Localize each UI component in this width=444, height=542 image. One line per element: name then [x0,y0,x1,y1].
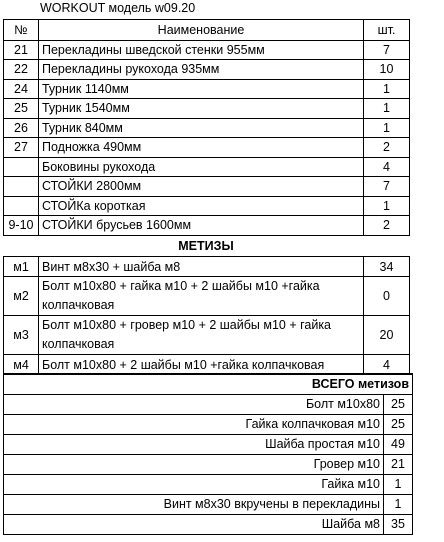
table-row [4,196,410,216]
total-qty: 25 [384,394,413,414]
table-row [4,316,410,355]
table-row [4,434,413,454]
total-name: Гайка колпачковая м10 [4,414,384,434]
table-row [4,394,413,414]
hardware-name: Болт м10х80 + гайка м10 + 2 шайбы м10 +гайка колпачковая [39,277,364,316]
part-name: Турник 840мм [39,118,364,138]
total-name: Шайба простая м10 [4,434,384,454]
part-name: Подножка 490мм [39,138,364,158]
part-number: 25 [4,99,39,119]
totals-heading: ВСЕГО метизов [4,374,413,394]
total-name: Гровер м10 [4,454,384,474]
part-number: 24 [4,79,39,99]
part-qty: 1 [364,99,410,119]
table-row [4,60,410,80]
part-name: Турник 1140мм [39,79,364,99]
header-name: Наименование [39,20,364,41]
hardware-heading: МЕТИЗЫ [178,239,234,253]
part-qty: 2 [364,138,410,158]
part-qty: 2 [364,216,410,236]
part-name: СТОЙКИ 2800мм [39,177,364,197]
table-header-row [4,20,410,41]
hardware-code: м4 [4,355,39,375]
table-row [4,474,413,494]
part-name: СТОЙКа короткая [39,196,364,216]
total-qty: 21 [384,454,413,474]
part-name: Перекладины шведской стенки 955мм [39,40,364,60]
part-qty: 10 [364,60,410,80]
total-qty: 1 [384,494,413,514]
hardware-name: Болт м10х80 + гровер м10 + 2 шайбы м10 + гайка колпачковая [39,316,364,355]
part-qty: 1 [364,79,410,99]
total-qty: 35 [384,514,413,534]
table-row [4,118,410,138]
table-row [4,79,410,99]
table-row [4,99,410,119]
hardware-table [3,256,410,375]
part-number [4,196,39,216]
parts-table [3,19,410,236]
hardware-name: Винт м8х30 + шайба м8 [39,257,364,277]
table-row [4,454,413,474]
total-qty: 49 [384,434,413,454]
part-qty: 1 [364,118,410,138]
hardware-code: м3 [4,316,39,355]
hardware-qty: 20 [364,316,410,355]
table-row [4,257,410,277]
part-name: СТОЙКИ брусьев 1600мм [39,216,364,236]
part-name: Боковины рукохода [39,157,364,177]
table-row [4,216,410,236]
table-row [4,414,413,434]
hardware-qty: 34 [364,257,410,277]
total-qty: 1 [384,474,413,494]
hardware-code: м2 [4,277,39,316]
table-row [4,494,413,514]
part-number: 21 [4,40,39,60]
table-row [4,138,410,158]
table-row [4,157,410,177]
part-qty: 4 [364,157,410,177]
table-row [4,355,410,375]
hardware-code: м1 [4,257,39,277]
part-qty: 7 [364,177,410,197]
part-number: 22 [4,60,39,80]
total-name: Шайба м8 [4,514,384,534]
part-number: 26 [4,118,39,138]
part-number [4,157,39,177]
hardware-qty: 4 [364,355,410,375]
header-qty: шт. [364,20,410,41]
total-qty: 25 [384,414,413,434]
document-title: WORKOUT модель w09.20 [40,1,196,15]
totals-table [3,373,413,535]
part-qty: 1 [364,196,410,216]
table-row [4,277,410,316]
total-name: Болт м10х80 [4,394,384,414]
total-name: Гайка м10 [4,474,384,494]
part-name: Турник 1540мм [39,99,364,119]
part-number: 27 [4,138,39,158]
totals-heading-row [4,374,413,394]
part-name: Перекладины рукохода 935мм [39,60,364,80]
hardware-qty: 0 [364,277,410,316]
part-qty: 7 [364,40,410,60]
table-row [4,514,413,534]
header-number: № [4,20,39,41]
part-number [4,177,39,197]
table-row [4,40,410,60]
part-number: 9-10 [4,216,39,236]
hardware-name: Болт м10х80 + 2 шайбы м10 +гайка колпачковая [39,355,364,375]
total-name: Винт м8х30 вкручены в перекладины [4,494,384,514]
table-row [4,177,410,197]
